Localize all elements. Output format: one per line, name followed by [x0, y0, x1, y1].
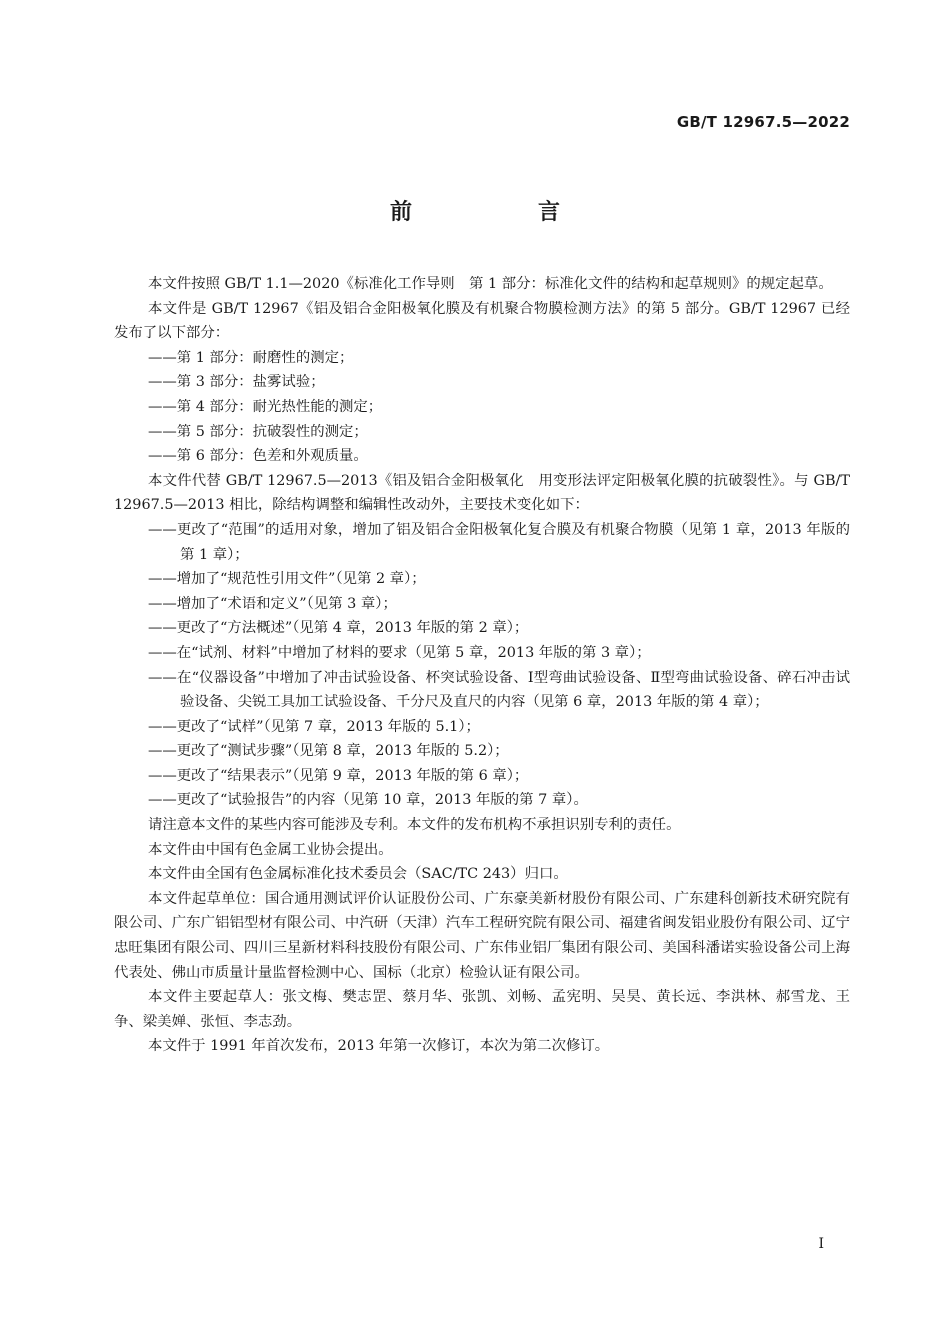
page-number: I	[818, 1236, 824, 1252]
paragraph: 本文件起草单位：国合通用测试评价认证股份公司、广东豪美新材股份有限公司、广东建科创新技术研究院有限公司、广东广铝铝型材有限公司、中汽研（天津）汽车工程研究院有限公司、福建省闽发铝业股份有限公司、辽宁忠旺集团有限公司、四川三星新材料科技股份有限公司、广东伟业铝厂集团有限公司、美国科潘诺实验设备公司上海代表处、佛山市质量计量监督检测中心、国标（北京）检验认证有限公司。	[114, 890, 850, 981]
paragraph: 本文件按照 GB/T 1.1—2020《标准化工作导则 第 1 部分：标准化文件的结构和起草规则》的规定起草。	[148, 276, 833, 292]
list-item: ——增加了“术语和定义”（见第 3 章）；	[148, 595, 397, 612]
paragraph: 本文件代替 GB/T 12967.5—2013《铝及铝合金阳极氧化 用变形法评定阳极氧化膜的抗破裂性》。与 GB/T 12967.5—2013 相比，除结构调整和编辑性改动外，主要技术变化如下：	[114, 472, 850, 514]
paragraph: 本文件于 1991 年首次发布，2013 年第一次修订，本次为第二次修订。	[148, 1038, 610, 1055]
paragraph: 请注意本文件的某些内容可能涉及专利。本文件的发布机构不承担识别专利的责任。	[148, 817, 681, 834]
list-item: ——更改了“方法概述”（见第 4 章，2013 年版的第 2 章）；	[148, 620, 529, 637]
standard-code: GB/T 12967.5—2022	[676, 113, 850, 131]
list-item: ——在“试剂、材料”中增加了材料的要求（见第 5 章，2013 年版的第 3 章）；	[148, 644, 651, 661]
list-item: ——更改了“测试步骤”（见第 8 章，2013 年版的 5.2）；	[148, 743, 509, 760]
document-body	[114, 272, 850, 1059]
list-item: ——增加了“规范性引用文件”（见第 2 章）；	[148, 571, 426, 588]
paragraph: 本文件主要起草人：张文梅、樊志罡、蔡月华、张凯、刘畅、孟宪明、吴昊、黄长远、李洪林、郝雪龙、王争、梁美婵、张恒、李志劲。	[114, 989, 850, 1030]
list-item: ——第 3 部分：盐雾试验；	[148, 374, 325, 391]
list-item: ——更改了“试样”（见第 7 章，2013 年版的 5.1）；	[148, 718, 480, 735]
list-item: ——第 6 部分：色差和外观质量。	[148, 448, 368, 465]
list-item: ——第 4 部分：耐光热性能的测定；	[148, 398, 383, 415]
paragraph: 本文件由中国有色金属工业协会提出。	[148, 841, 393, 858]
list-item: ——更改了“范围”的适用对象，增加了铝及铝合金阳极氧化复合膜及有机聚合物膜（见第 1 章，2013 年版的第 1 章）；	[148, 521, 850, 563]
page-title: 前 言	[389, 200, 612, 225]
list-item: ——第 5 部分：抗破裂性的测定；	[148, 423, 368, 440]
paragraph: 本文件由全国有色金属标准化技术委员会（SAC/TC 243）归口。	[148, 866, 568, 883]
list-item: ——更改了“结果表示”（见第 9 章，2013 年版的第 6 章）；	[148, 767, 529, 784]
paragraph: 本文件是 GB/T 12967《铝及铝合金阳极氧化膜及有机聚合物膜检测方法》的第 5 部分。GB/T 12967 已经发布了以下部分：	[114, 300, 850, 342]
list-item: ——第 1 部分：耐磨性的测定；	[148, 349, 354, 366]
list-item: ——在“仪器设备”中增加了冲击试验设备、杯突试验设备、Ⅰ型弯曲试验设备、Ⅱ型弯曲试验设备、碎石冲击试验设备、尖锐工具加工试验设备、千分尺及直尺的内容（见第 6 章，2013 年版的第 4 章）；	[148, 669, 850, 711]
list-item: ——更改了“试验报告”的内容（见第 10 章，2013 年版的第 7 章）。	[148, 792, 588, 809]
